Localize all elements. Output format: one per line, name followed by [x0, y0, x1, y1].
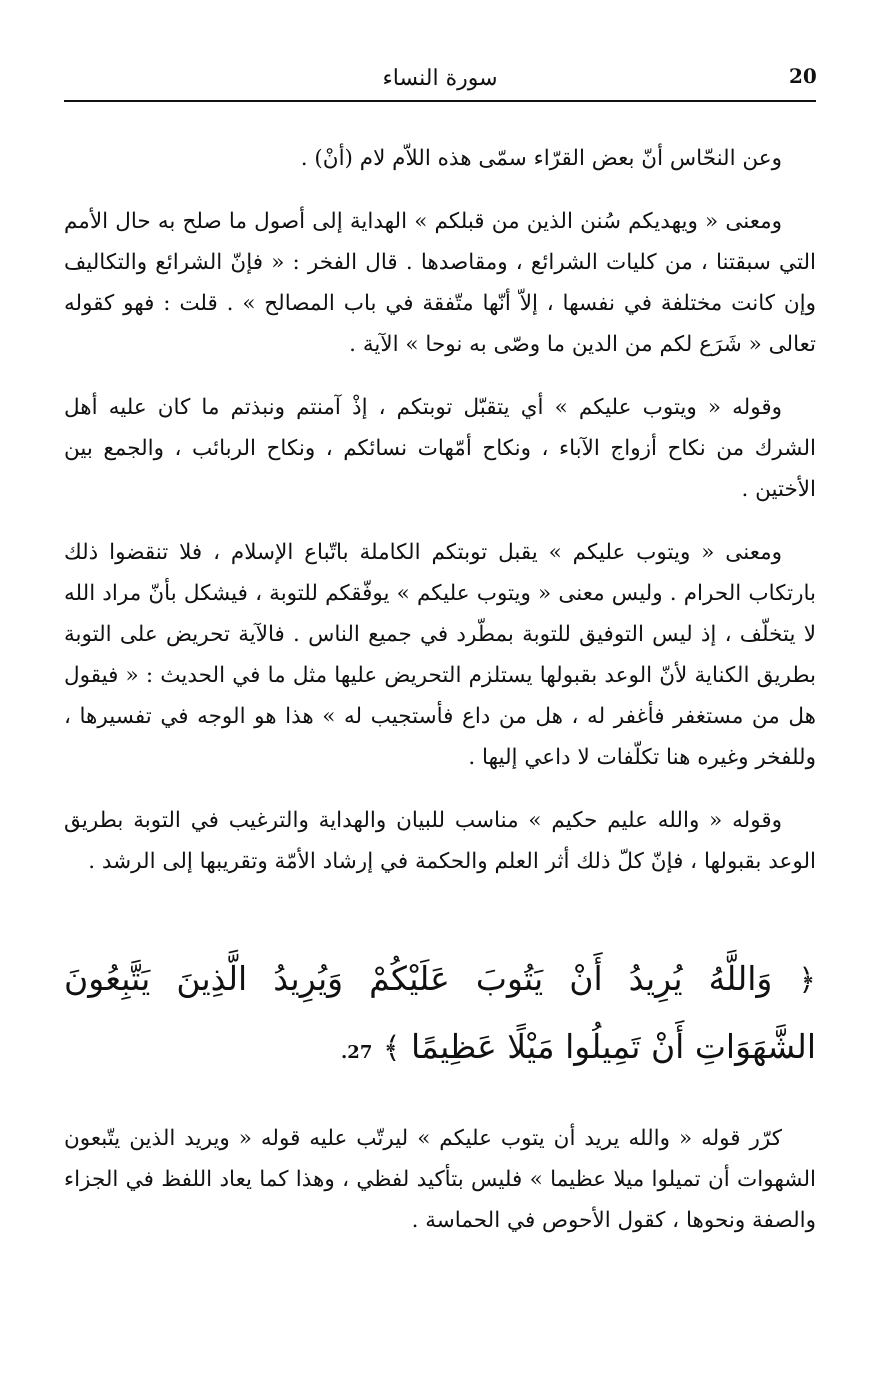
quran-verse: [64, 946, 816, 1086]
paragraph: وقوله « والله عليم حكيم » مناسب للبيان والهداية والترغيب في التوبة بطريق الوعد بقبولها ، فإنّ كلّ ذلك أثر العلم والحكمة في إرشاد الأمّة وتقريبها إلى الرشد .: [64, 808, 816, 874]
commentary-text: [64, 138, 816, 904]
verse-text: وَاللَّهُ يُرِيدُ أَنْ يَتُوبَ عَلَيْكُمْ وَيُرِيدُ الَّذِينَ يَتَّبِعُونَ الشَّهَوَاتِ أَنْ تَمِيلُوا مَيْلًا عَظِيمًا: [64, 959, 816, 1066]
paragraph: كرّر قوله « والله يريد أن يتوب عليكم » ليرتّب عليه قوله « ويريد الذين يتّبعون الشهوات أن تميلوا ميلا عظيما » فليس بتأكيد لفظي ، وهذا كما يعاد اللفظ في الجزاء والصفة ونحوها ، كقول الأحوص في الحماسة .: [64, 1126, 816, 1233]
page-header: [64, 62, 816, 102]
verse-open-mark: ﴿: [798, 963, 816, 998]
paragraph: وقوله « ويتوب عليكم » أي يتقبّل توبتكم ، إذْ آمنتم ونبذتم ما كان عليه أهل الشرك من نكاح أزواج الآباء ، ونكاح أمّهات نسائكم ، ونكاح الربائب ، والجمع بين الأختين .: [64, 395, 816, 502]
paragraph: ومعنى « ويتوب عليكم » يقبل توبتكم الكاملة باتّباع الإسلام ، فلا تنقضوا ذلك بارتكاب الحرام . وليس معنى « ويتوب عليكم » يوفّقكم للتوبة ، فيشكل بأنّ مراد الله لا يتخلّف ، إذ ليس التوفيق للتوبة بمطّرد في جميع الناس . فالآية تحريض على التوبة بطريق الكناية لأنّ الوعد بقبولها يستلزم التحريض عليها مثل ما في الحديث : « فيقول هل من مستغفر فأغفر له ، هل من داع فأستجيب له » هذا هو الوجه في تفسيرها ، وللفخر وغيره هنا تكلّفات لا داعي إليها .: [64, 540, 816, 770]
paragraph: ومعنى « ويهديكم سُنن الذين من قبلكم » الهداية إلى أصول ما صلح به حال الأمم التي سبقتنا ، من كليات الشرائع ، ومقاصدها . قال الفخر : « فإنّ الشرائع والتكاليف وإن كانت مختلفة في نفسها ، إلاّ أنّها متّفقة في باب المصالح » . قلت : فهو كقوله تعالى « شَرَع لكم من الدين ما وصّى به نوحا » الآية .: [64, 209, 816, 357]
running-title: سورة النساء: [382, 66, 498, 91]
verse-close-mark: ﴾: [382, 1031, 401, 1066]
page-number: 20: [789, 64, 817, 88]
commentary-text-after: [64, 1118, 816, 1263]
verse-number: 27.: [341, 1042, 373, 1063]
paragraph: وعن النحّاس أنّ بعض القرّاء سمّى هذه اللاّم لام (أنْ) .: [300, 146, 782, 171]
